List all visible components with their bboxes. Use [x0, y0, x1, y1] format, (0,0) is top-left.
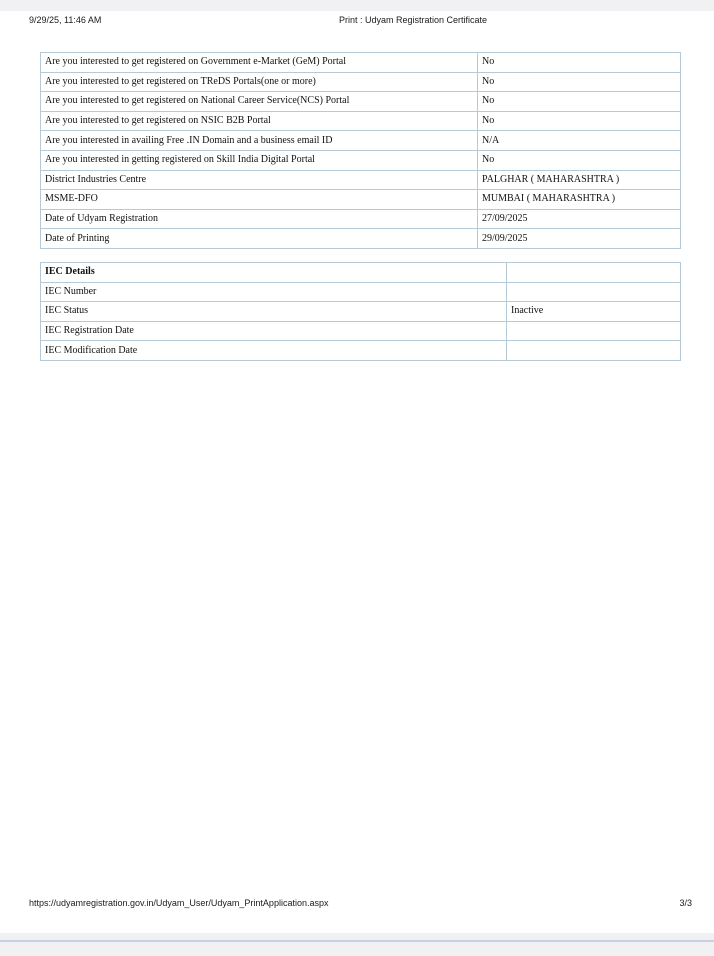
table-row	[41, 53, 681, 73]
row-label: IEC Status	[41, 302, 507, 322]
row-value: Inactive	[507, 302, 681, 322]
row-value: 27/09/2025	[478, 209, 681, 229]
row-value: PALGHAR ( MAHARASHTRA )	[478, 170, 681, 190]
page-number: 3/3	[679, 898, 692, 908]
row-value: MUMBAI ( MAHARASHTRA )	[478, 190, 681, 210]
row-label: District Industries Centre	[41, 170, 478, 190]
table-row	[41, 131, 681, 151]
row-value: 29/09/2025	[478, 229, 681, 249]
row-label: IEC Number	[41, 282, 507, 302]
row-label: Are you interested to get registered on TReDS Portals(one or more)	[41, 72, 478, 92]
row-label: Are you interested to get registered on NSIC B2B Portal	[41, 111, 478, 131]
table-row	[41, 209, 681, 229]
row-value: No	[478, 92, 681, 112]
row-label: IEC Modification Date	[41, 341, 507, 361]
table-row	[41, 92, 681, 112]
row-value	[507, 282, 681, 302]
table-row	[41, 170, 681, 190]
row-label: MSME-DFO	[41, 190, 478, 210]
table-row	[41, 190, 681, 210]
iec-details-table	[40, 262, 681, 361]
registration-details-table	[40, 52, 681, 249]
row-value	[507, 263, 681, 283]
row-value: No	[478, 150, 681, 170]
row-label: Are you interested to get registered on Government e-Market (GeM) Portal	[41, 53, 478, 73]
row-value	[507, 341, 681, 361]
table-row	[41, 111, 681, 131]
table-row	[41, 321, 681, 341]
row-value: N/A	[478, 131, 681, 151]
row-label: Are you interested in availing Free .IN Domain and a business email ID	[41, 131, 478, 151]
print-datetime: 9/29/25, 11:46 AM	[29, 15, 102, 25]
row-label: IEC Registration Date	[41, 321, 507, 341]
row-value: No	[478, 111, 681, 131]
bottom-divider	[0, 940, 714, 942]
table-row	[41, 72, 681, 92]
print-title: Print : Udyam Registration Certificate	[339, 15, 488, 25]
row-label: Date of Printing	[41, 229, 478, 249]
row-value	[507, 321, 681, 341]
table-row	[41, 229, 681, 249]
row-label: Are you interested in getting registered on Skill India Digital Portal	[41, 150, 478, 170]
table-header-row	[41, 263, 681, 283]
table-row	[41, 282, 681, 302]
table-row	[41, 302, 681, 322]
row-label: Are you interested to get registered on National Career Service(NCS) Portal	[41, 92, 478, 112]
row-value: No	[478, 72, 681, 92]
table-row	[41, 341, 681, 361]
row-label: Date of Udyam Registration	[41, 209, 478, 229]
table-row	[41, 150, 681, 170]
iec-heading: IEC Details	[41, 263, 507, 283]
row-value: No	[478, 53, 681, 73]
page-url: https://udyamregistration.gov.in/Udyam_User/Udyam_PrintApplication.aspx	[29, 898, 329, 908]
